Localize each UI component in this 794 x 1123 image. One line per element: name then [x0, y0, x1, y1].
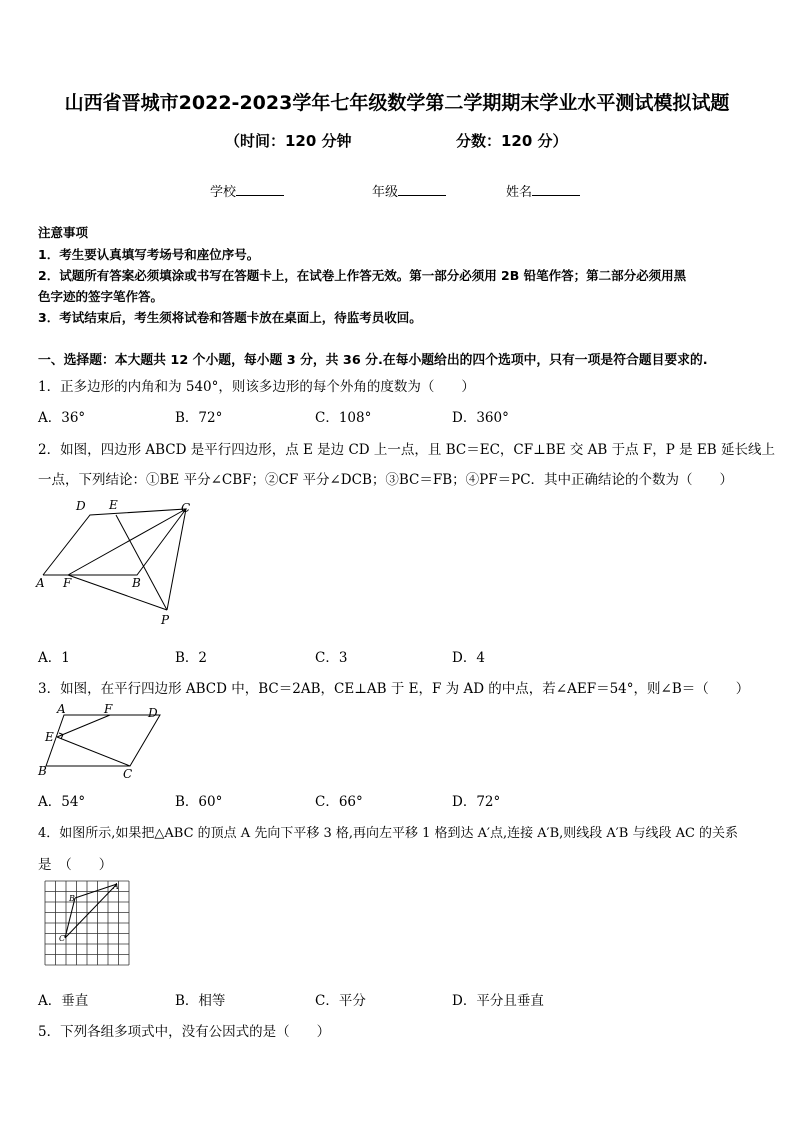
grid-figure-q4 — [40, 878, 140, 973]
parallelogram-figure-q3 — [30, 700, 175, 785]
page-title: 山西省晋城市2022-2023学年七年级数学第二学期期末学业水平测试模拟试题 — [64, 92, 730, 114]
option-d[interactable]: D．360° — [452, 410, 509, 426]
option-d[interactable]: D．4 — [452, 650, 485, 666]
option-a[interactable]: A．垂直 — [38, 993, 89, 1009]
figure-label: P — [161, 613, 170, 627]
question-stem: 1．正多边形的内角和为 540°，则该多边形的每个外角的度数为（ ） — [38, 379, 475, 395]
figure-label: A — [57, 702, 66, 716]
exam-time: （时间：120 分钟 — [225, 132, 352, 150]
name-field[interactable] — [506, 181, 580, 200]
exam-score: 分数：120 分） — [456, 132, 568, 150]
name-label: 姓名 — [506, 185, 533, 200]
grade-label: 年级 — [372, 185, 399, 200]
option-b[interactable]: B．相等 — [175, 993, 226, 1009]
section-title: 一、选择题：本大题共 12 个小题，每小题 3 分，共 36 分.在每小题给出的四个选项中，只有一项是符合题目要求的. — [38, 353, 708, 368]
question-stem: 3．如图，在平行四边形 ABCD 中，BC＝2AB，CE⊥AB 于 E，F 为 AD 的中点，若∠AEF＝54°，则∠B＝（ ） — [38, 681, 750, 697]
option-a[interactable]: A．36° — [38, 410, 86, 426]
question-stem: 是 （ ） — [38, 857, 113, 873]
option-c[interactable]: C．平分 — [315, 993, 366, 1009]
notice-item: 2．试题所有答案必须填涂或书写在答题卡上，在试卷上作答无效。第一部分必须用 2B 铅笔作答；第二部分必须用黑 — [38, 268, 687, 283]
option-a[interactable]: A．1 — [38, 650, 70, 666]
question-stem: 5．下列各组多项式中，没有公因式的是（ ） — [38, 1024, 331, 1040]
figure-label: A — [113, 882, 119, 891]
figure-label: F — [104, 702, 113, 716]
figure-label: C — [123, 767, 133, 781]
figure-label: B — [132, 576, 141, 590]
grade-field[interactable] — [372, 181, 446, 200]
question-stem: 2．如图，四边形 ABCD 是平行四边形，点 E 是边 CD 上一点，且 BC＝EC，CF⊥BE 交 AB 于点 F，P 是 EB 延长线上 — [38, 442, 775, 458]
figure-label: E — [45, 730, 54, 744]
figure-label: C — [59, 934, 66, 943]
figure-label: A — [36, 576, 45, 590]
school-label: 学校 — [210, 185, 237, 200]
figure-label: F — [63, 576, 72, 590]
notice-item: 色字迹的签字笔作答。 — [38, 289, 164, 304]
option-c[interactable]: C．108° — [315, 410, 372, 426]
option-b[interactable]: B．72° — [175, 410, 223, 426]
figure-label: D — [76, 499, 86, 513]
figure-label: C — [181, 501, 191, 515]
option-b[interactable]: B．60° — [175, 794, 223, 810]
option-a[interactable]: A．54° — [38, 794, 86, 810]
option-b[interactable]: B．2 — [175, 650, 208, 666]
option-c[interactable]: C．3 — [315, 650, 348, 666]
figure-label: E — [109, 498, 118, 512]
option-c[interactable]: C．66° — [315, 794, 363, 810]
option-d[interactable]: D．72° — [452, 794, 501, 810]
school-field[interactable] — [210, 181, 284, 200]
notice-heading: 注意事项 — [38, 225, 89, 240]
parallelogram-figure-q2 — [30, 495, 210, 630]
name-blank[interactable] — [532, 183, 580, 196]
figure-label: B — [38, 764, 47, 778]
school-blank[interactable] — [236, 183, 284, 196]
notice-item: 3．考试结束后，考生须将试卷和答题卡放在桌面上，待监考员收回。 — [38, 310, 422, 325]
question-stem: 一点，下列结论：①BE 平分∠CBF；②CF 平分∠DCB；③BC＝FB；④PF＝PC．其中正确结论的个数为（ ） — [38, 472, 734, 488]
option-d[interactable]: D．平分且垂直 — [452, 993, 544, 1009]
figure-label: B — [69, 894, 75, 903]
figure-label: D — [148, 706, 158, 720]
question-stem: 4．如图所示,如果把△ABC 的顶点 A 先向下平移 3 格,再向左平移 1 格到达 A′点,连接 A′B,则线段 A′B 与线段 AC 的关系 — [38, 826, 739, 841]
notice-item: 1．考生要认真填写考场号和座位序号。 — [38, 247, 260, 262]
grade-blank[interactable] — [398, 183, 446, 196]
